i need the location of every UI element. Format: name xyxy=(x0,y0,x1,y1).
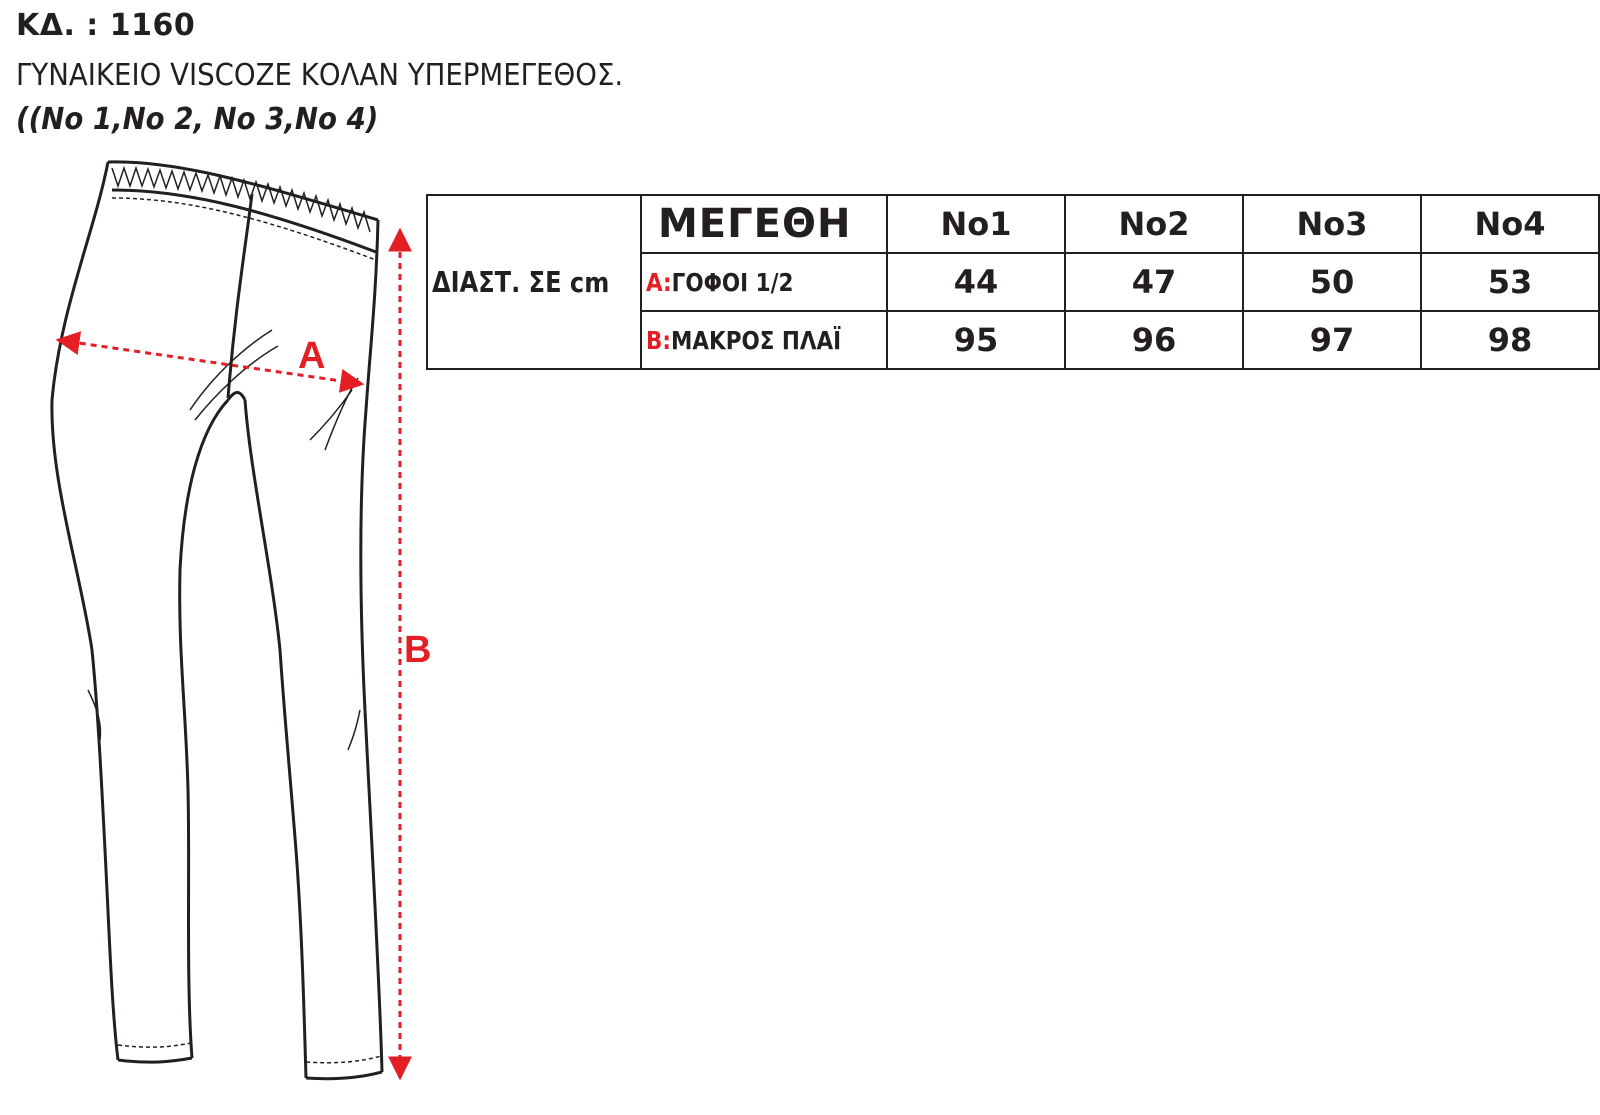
measurement-value: 47 xyxy=(1065,253,1243,311)
measurement-value: 96 xyxy=(1065,311,1243,369)
measurement-code: B: xyxy=(646,325,671,355)
sizes-header-label: ΜΕΓΕΘΗ xyxy=(658,201,852,247)
size-chart-table xyxy=(426,194,1600,370)
dimensions-unit-label: ΔΙΑΣΤ. ΣΕ cm xyxy=(432,265,610,299)
measurement-value: 53 xyxy=(1421,253,1599,311)
size-header-row xyxy=(427,195,1599,253)
leggings-technical-drawing xyxy=(40,150,432,1090)
measurement-value: 95 xyxy=(887,311,1065,369)
hem-stitching xyxy=(118,1043,381,1063)
sizes-header-cell xyxy=(641,195,887,253)
size-header: No1 xyxy=(887,195,1065,253)
product-title: ΓΥΝΑΙΚΕΙΟ VISCOZE ΚΟΛΑΝ ΥΠΕΡΜΕΓΕΘΟΣ. xyxy=(16,58,624,93)
measure-a-label: A xyxy=(298,335,326,377)
leggings-outline xyxy=(52,162,382,1079)
measurement-label-cell xyxy=(641,253,887,311)
measurement-code: A: xyxy=(646,267,672,297)
measurement-label: ΓΟΦΟΙ 1/2 xyxy=(671,267,794,297)
product-code: ΚΔ. : 1160 xyxy=(16,8,196,43)
measurement-label: ΜΑΚΡΟΣ ΠΛΑΪ xyxy=(670,325,842,355)
available-sizes-note: ((No 1,No 2, No 3,No 4) xyxy=(16,102,379,137)
fabric-folds xyxy=(88,330,360,750)
measurement-value: 44 xyxy=(887,253,1065,311)
measurement-value: 50 xyxy=(1243,253,1421,311)
dimensions-unit-cell xyxy=(427,195,641,369)
measure-b-label: B xyxy=(404,629,432,671)
size-header: No4 xyxy=(1421,195,1599,253)
measurement-label-cell xyxy=(641,311,887,369)
size-header: No3 xyxy=(1243,195,1421,253)
measurement-value: 97 xyxy=(1243,311,1421,369)
size-header: No2 xyxy=(1065,195,1243,253)
measurement-value: 98 xyxy=(1421,311,1599,369)
